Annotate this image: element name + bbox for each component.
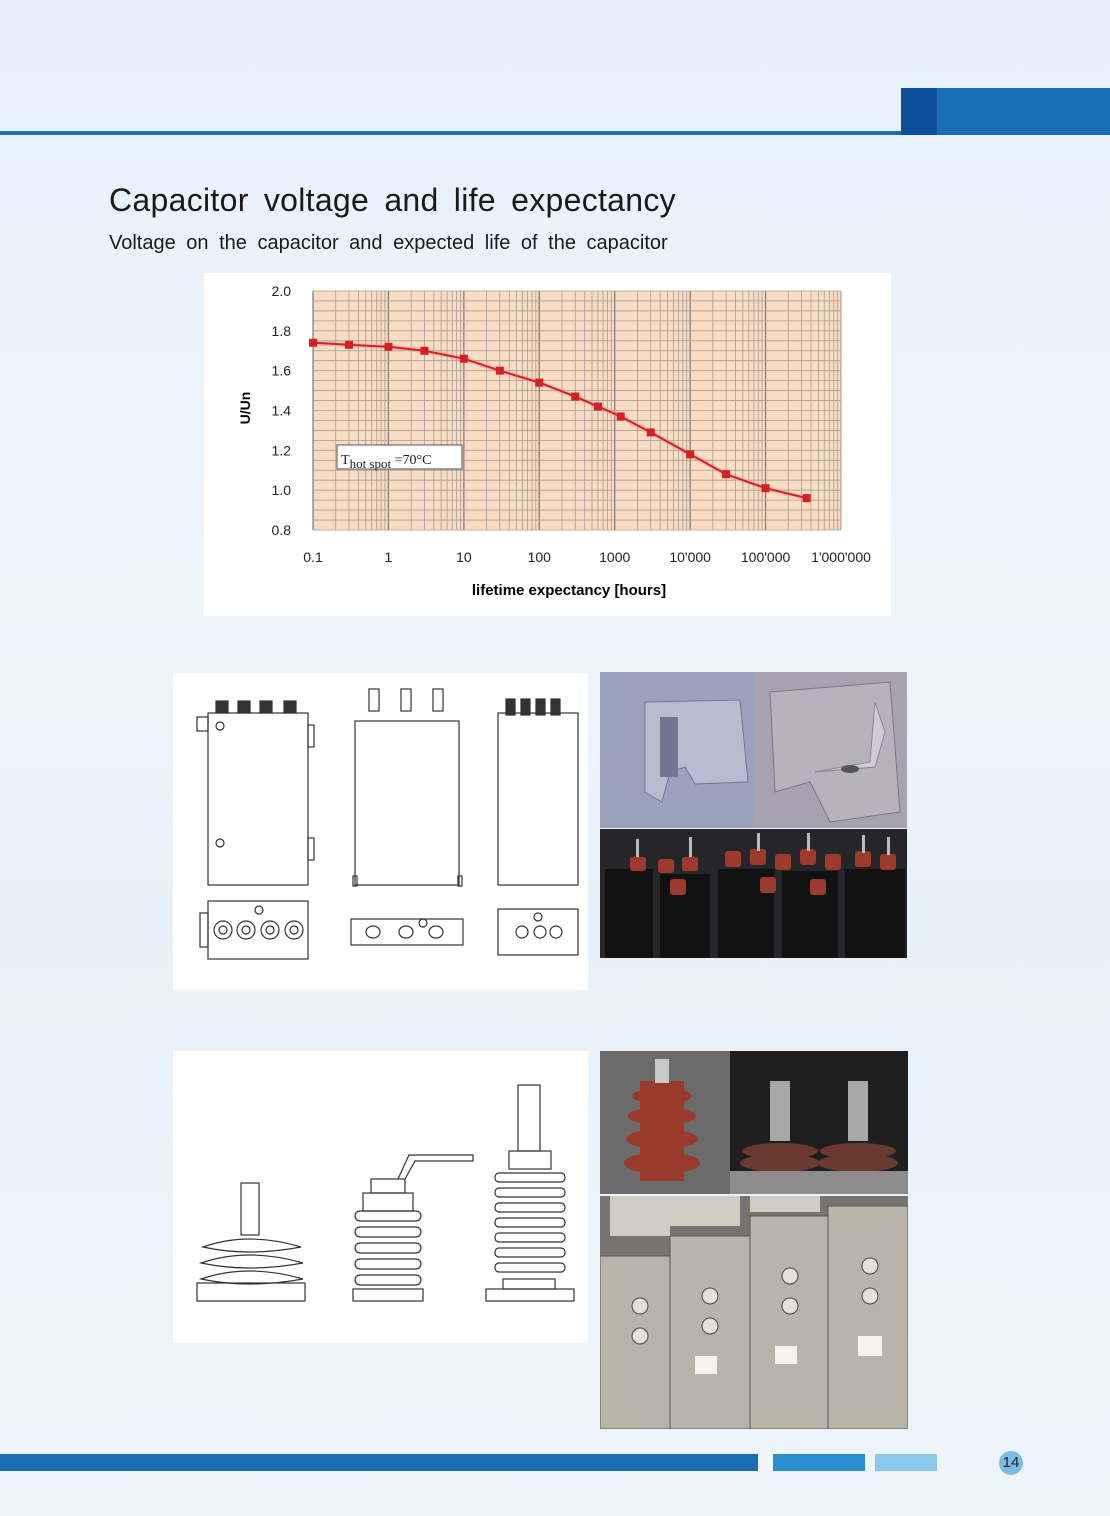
x-tick-label: 0.1: [303, 549, 323, 565]
life-expectancy-chart: [204, 273, 891, 616]
annotation-main: T: [341, 453, 350, 468]
x-tick-label: 100'000: [740, 549, 791, 565]
annotation-rest: =70°C: [391, 453, 432, 468]
x-tick-label: 10'000: [669, 549, 711, 565]
data-point: [722, 470, 730, 478]
grey-capacitors-photo: [600, 1196, 908, 1429]
capacitor-bank-illustration: [600, 829, 907, 958]
data-point: [309, 339, 317, 347]
x-tick-label: 100: [527, 549, 551, 565]
y-axis-label: U/Un: [237, 391, 253, 425]
header-accent-dark: [901, 88, 937, 135]
y-tick-label: 1.0: [271, 482, 291, 499]
x-tick-label: 10: [456, 549, 472, 565]
data-point: [535, 379, 543, 387]
temperature-annotation: [337, 445, 462, 471]
annotation-sub: hot spot: [349, 456, 392, 471]
data-point: [384, 343, 392, 351]
bushing-photo-illustration: [600, 1051, 908, 1194]
page-subtitle: Voltage on the capacitor and expected life of the capacitor: [109, 232, 668, 254]
y-tick-label: 1.2: [271, 442, 291, 459]
data-point: [686, 450, 694, 458]
x-tick-label: 1'000'000: [811, 549, 871, 565]
y-tick-label: 2.0: [271, 283, 291, 299]
capacitor-bank-photo: [600, 829, 907, 958]
data-point: [420, 347, 428, 355]
y-tick-label: 1.6: [271, 362, 291, 379]
data-point: [571, 393, 579, 401]
page-number: 14: [999, 1451, 1023, 1475]
footer-accent-light: [875, 1454, 937, 1471]
y-tick-label: 1.4: [271, 402, 291, 419]
capacitor-outline-drawings: [173, 673, 588, 990]
bracket-photo: [600, 672, 907, 828]
capacitor-drawing-panel: [173, 673, 588, 990]
data-point: [496, 367, 504, 375]
data-point: [460, 355, 468, 363]
bushing-photo: [600, 1051, 908, 1194]
data-point: [594, 403, 602, 411]
header-rule: [0, 131, 901, 135]
bracket-illustration: [600, 672, 907, 828]
header-accent: [937, 88, 1110, 135]
page-title: Capacitor voltage and life expectancy: [109, 182, 676, 218]
x-tick-label: 1: [384, 549, 393, 565]
y-tick-label: 0.8: [271, 522, 291, 538]
data-point: [617, 412, 625, 420]
data-point: [762, 484, 770, 492]
y-tick-label: 1.8: [271, 322, 291, 339]
x-tick-label: 1000: [599, 549, 631, 565]
data-point: [647, 428, 655, 436]
footer-accent-mid: [773, 1454, 865, 1471]
chart-svg: [204, 273, 891, 616]
grey-capacitors-illustration: [600, 1196, 908, 1429]
x-axis-label: lifetime expectancy [hours]: [471, 582, 667, 599]
data-point: [803, 494, 811, 502]
footer-bar: [0, 1454, 758, 1471]
data-point: [345, 341, 353, 349]
bushing-drawing-panel: [173, 1051, 588, 1343]
bushing-outline-drawings: [173, 1051, 588, 1343]
